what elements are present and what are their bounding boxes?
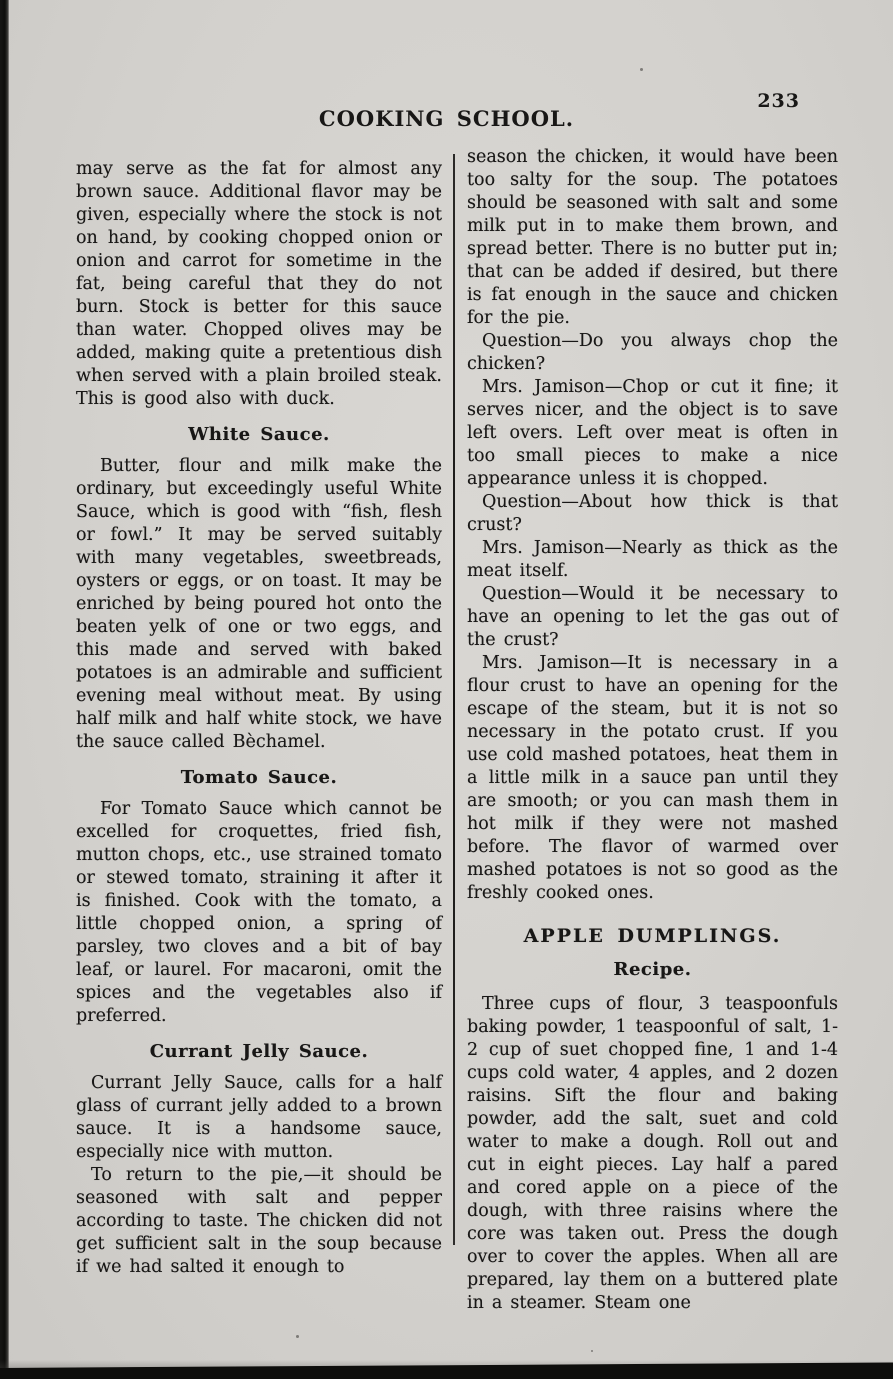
left-column [76, 146, 453, 1315]
page-number: 233 [757, 90, 800, 112]
paragraph-brown-sauce-continued: may serve as the fat for almost any brown sauce. Additional flavor may be given, especially where the stock is not on hand, by cooking chopped onion or onion and carrot for sometime in the fat, being careful that they do not burn. Stock is better for this sauce than water. Chopped olives may be added, making quite a pretentious dish when served with a plain broiled steak. This is good also with duck. [76, 159, 442, 409]
heading-tomato-sauce: Tomato Sauce. [180, 767, 338, 788]
answer-gas-opening: Mrs. Jamison—It is necessary in a flour crust to have an opening for the escape of the steam, but it is not so necessary in the potato crust. If you use cold mashed potatoes, heat them in a little milk in a sauce pan until they are smooth; or you can mash them in hot milk if they were not mashed before. The flavor of warmed over mashed potatoes is not so good as the freshly cooked ones. [467, 653, 838, 903]
scan-speck [296, 1335, 299, 1338]
paragraph-tomato-sauce: For Tomato Sauce which cannot be excelled for croquettes, fried fish, mutton chops, etc., use strained tomato or stewed tomato, straining it after it is finished. Cook with the tomato, a little chopped onion, a spring of parsley, two cloves and a bit of bay leaf, or laurel. For macaroni, omit the spices and the vegetables also if preferred. [76, 799, 442, 1026]
paragraph-currant-jelly-sauce: Currant Jelly Sauce, calls for a half glass of currant jelly added to a brown sauce. It is a handsome sauce, especially nice with mutton. [76, 1073, 442, 1162]
scan-edge-left [0, 0, 9, 1379]
answer-chop-chicken: Mrs. Jamison—Chop or cut it fine; it serves nicer, and the object is to save left overs. Left over meat is often in too small pieces to make a nice appearance unless it is chopped. [467, 377, 838, 489]
answer-crust-thickness: Mrs. Jamison—Nearly as thick as the meat itself. [467, 538, 838, 581]
paragraph-apple-dumplings-recipe: Three cups of flour, 3 teaspoonfuls baking powder, 1 teaspoonful of salt, 1-2 cup of suet chopped fine, 1 and 1-4 cups cold water, 4 apples, and 2 dozen raisins. Sift the flour and baking powder, add the salt, suet and cold water to make a dough. Roll out and cut in eight pieces. Lay half a pared and cored apple on a piece of the dough, with three raisins where the core was taken out. Press the dough over to cover the apples. When all are prepared, lay them on a buttered plate in a steamer. Steam one [467, 994, 838, 1313]
paragraph-return-to-pie: To return to the pie,—it should be seasoned with salt and pepper according to taste. The chicken did not get sufficient salt in the soup because if we had salted it enough to [76, 1165, 442, 1277]
question-chop-chicken: Question—Do you always chop the chicken? [467, 331, 838, 374]
heading-currant-jelly-sauce: Currant Jelly Sauce. [149, 1041, 369, 1062]
heading-recipe: Recipe. [613, 959, 692, 980]
heading-white-sauce: White Sauce. [188, 424, 330, 445]
running-title: COOKING SCHOOL. [318, 106, 575, 131]
question-gas-opening: Question—Would it be necessary to have an opening to let the gas out of the crust? [467, 584, 838, 650]
paragraph-white-sauce: Butter, flour and milk make the ordinary, but exceedingly useful White Sauce, which is good with “fish, flesh or fowl.” It may be served suitably with many vegetables, sweetbreads, oysters or eggs, or on toast. It may be enriched by being poured hot onto the beaten yelk of one or two eggs, and this made and served with baked potatoes is an admirable and sufficient evening meal without meat. By using half milk and half white stock, we have the sauce called Bèchamel. [76, 456, 442, 752]
heading-apple-dumplings: APPLE DUMPLINGS. [523, 925, 782, 947]
right-column [455, 146, 838, 1315]
paragraph-season-chicken-continued: season the chicken, it would have been too salty for the soup. The potatoes should be seasoned with salt and some milk put in to make them brown, and spread better. There is no butter put in; that can be added if desired, but there is fat enough in the sauce and chicken for the pie. [467, 147, 838, 328]
question-crust-thickness: Question—About how thick is that crust? [467, 492, 838, 535]
scan-speck [640, 68, 643, 71]
scan-speck [591, 1350, 593, 1352]
text-columns [76, 146, 838, 1315]
page-header [0, 88, 893, 138]
